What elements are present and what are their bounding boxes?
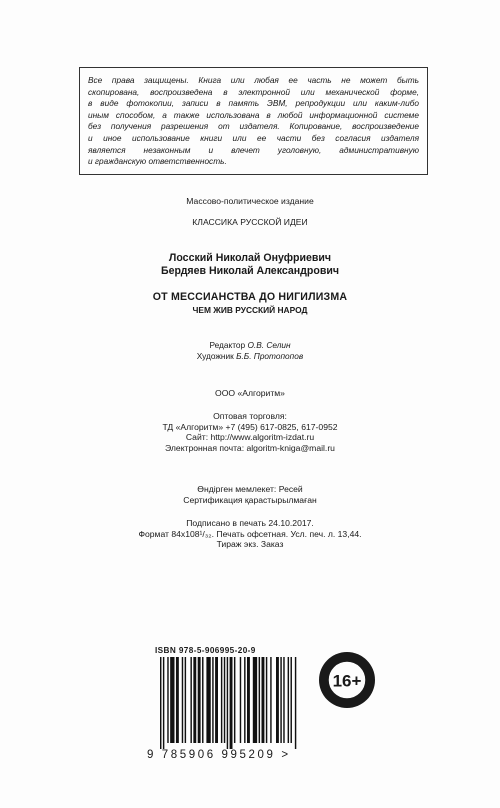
kz-line: Өндірген мемлекет: Ресей [197,484,303,494]
barcode-bar [230,657,233,749]
book-subtitle: ЧЕМ ЖИВ РУССКИЙ НАРОД [192,305,308,315]
barcode-bar [160,657,161,749]
barcode-bar [288,657,289,743]
age-rating-icon [317,650,377,710]
notice-line: Все права защищены. Книга или любая ее часть не может быть [88,75,419,85]
copyright-notice [79,67,428,175]
barcode-bar [193,657,196,743]
contact-line: Сайт: http://www.algoritm-izdat.ru [185,432,315,443]
barcode-bar [185,657,186,743]
credit-artist: Художник Б.Б. Протопопов [196,350,304,361]
contacts [0,411,500,453]
notice-line: в виде фотокопии, записи в память ЭВМ, репродукции или каким-либо [88,98,419,109]
barcode-bar [240,657,241,743]
barcode-bar [221,657,222,743]
barcode-bar [190,657,191,743]
barcode-bar [167,657,168,743]
barcode-bar [247,657,250,743]
barcode-bar [224,657,225,743]
barcode-bar [276,657,279,743]
barcode-bar [266,657,267,743]
age-rating-text: 16+ [332,671,362,691]
credits [0,340,500,361]
barcode-bar [253,657,257,743]
barcode-bar [163,657,164,749]
barcode-bar [202,657,203,743]
barcode-bar [182,657,183,743]
publisher: ООО «Алгоритм» [215,388,285,398]
barcode-bar [244,657,245,743]
kz-line: Сертификация қарастырылмаған [183,494,317,505]
barcode-bar [198,657,201,743]
barcode-bar [283,657,284,743]
contact-line: Электронная почта: algoritm-kniga@mail.ru [165,442,335,453]
barcode-number: 9 785906 995209 > [147,749,291,761]
isbn-label: ISBN 978-5-906995-20-9 [155,646,256,655]
barcode-bar [206,657,210,743]
notice-line: скопирована, воспроизведена в электронной или механической форме, [88,86,419,97]
print-info [0,518,500,550]
barcode-bar [280,657,281,743]
notice-line: и иное использование книги или ее части без согласия издателя [88,132,419,143]
author-2: Бердяев Николай Александрович [160,265,340,277]
barcode-bar [170,657,174,743]
notice-line: иным способом, а также использована в любой информационной системе [88,109,419,120]
barcode-bar [212,657,213,743]
barcode-bar [291,657,292,743]
credit-editor: Редактор О.В. Селин [209,340,291,350]
notice-line: является незаконным и влечет уголовную, административную [88,144,419,155]
barcode-bar [215,657,218,743]
barcode-bar [295,657,296,749]
book-title: ОТ МЕССИАНСТВА ДО НИГИЛИЗМА [152,291,348,303]
age-rating-badge [317,650,377,710]
barcode-bar [227,657,228,749]
barcode-icon [158,657,298,749]
barcode-bar [234,657,235,743]
barcode-bar [262,657,265,743]
barcode-bar [176,657,179,743]
edition-type: Массово-политическое издание [186,196,314,206]
author-1: Лосский Николай Онуфриевич [168,252,332,264]
series-name: КЛАССИКА РУССКОЙ ИДЕИ [192,217,308,227]
print-line: Формат 84х108¹/₃₂. Печать офсетная. Усл. печ. л. 13,44. [138,528,362,539]
print-line: Тираж экз. Заказ [216,539,284,550]
contact-line: Оптовая торговля: [213,411,287,421]
contact-line: ТД «Алгоритм» +7 (495) 617-0825, 617-0952 [162,421,338,432]
notice-line: без получения разрешения от издателя. Копирование, воспроизведение [88,121,419,132]
barcode-bar [270,657,271,743]
notice-line: и гражданскую ответственность. [88,156,227,167]
print-line: Подписано в печать 24.10.2017. [186,518,314,528]
barcode-bar [259,657,260,743]
kz-info [0,484,500,505]
